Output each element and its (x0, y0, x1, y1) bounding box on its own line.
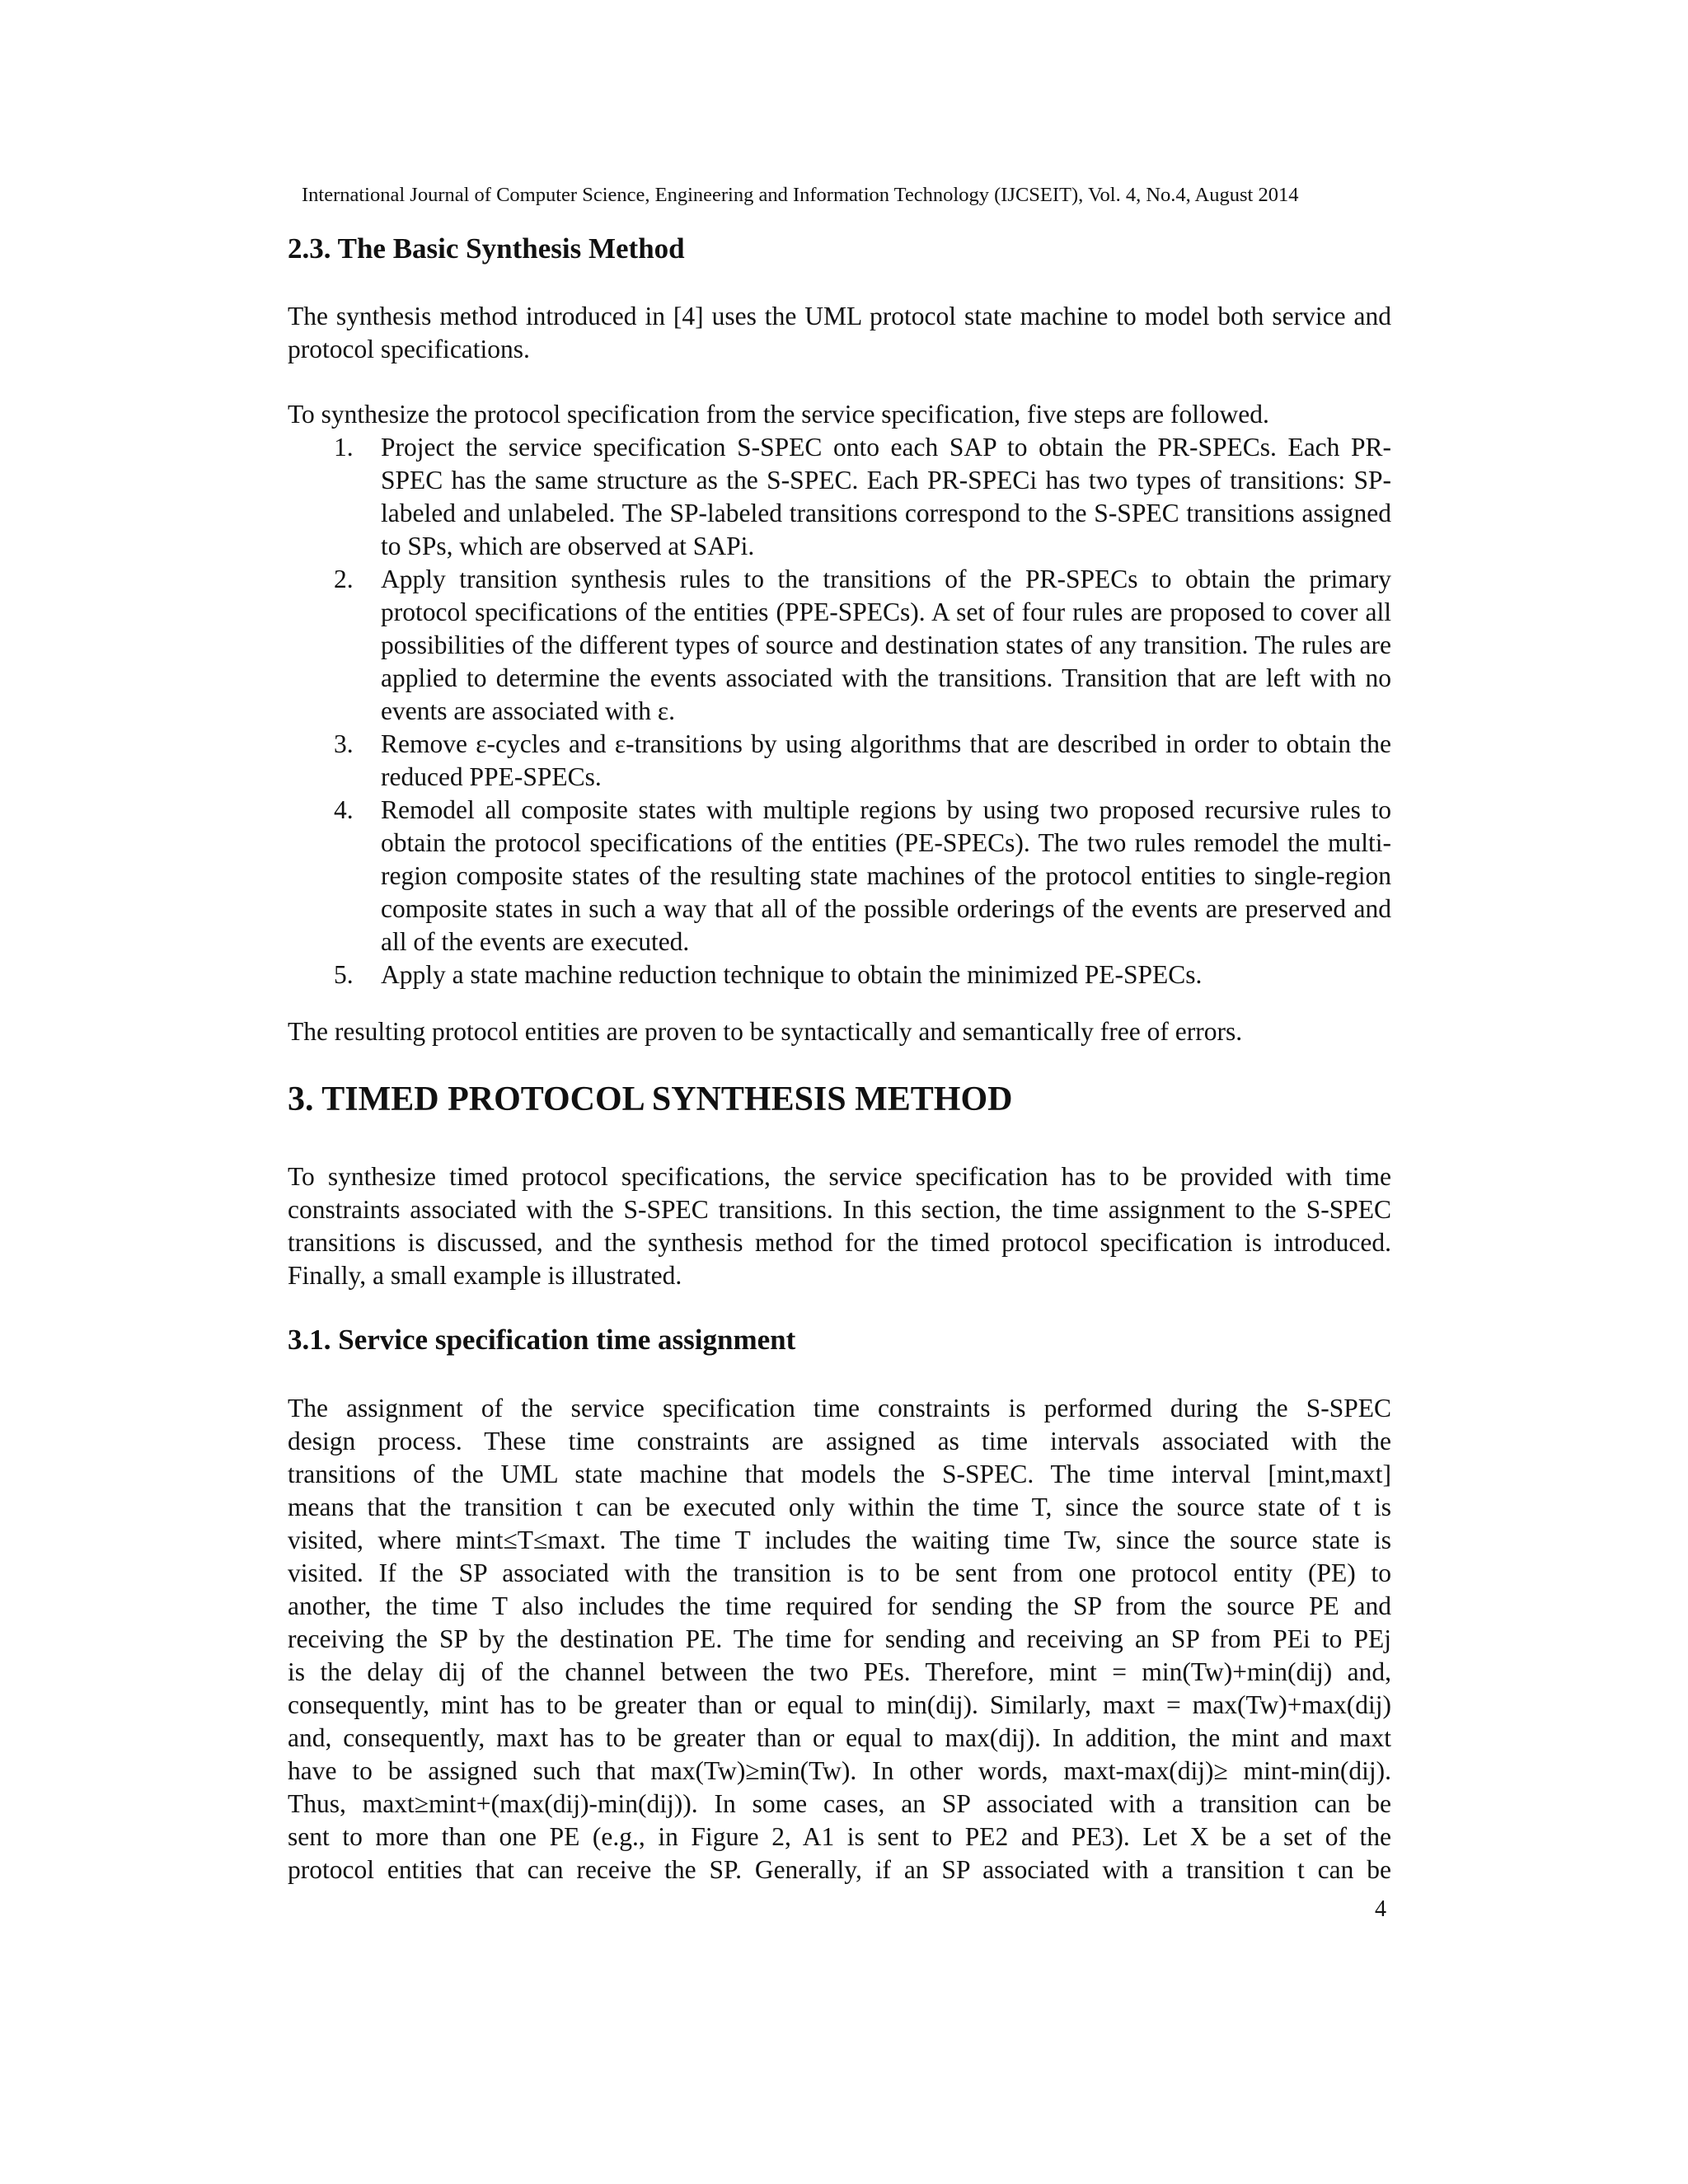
text-line: have to be assigned such that max(Tw)≥min(Tw). In other words, maxt-max(dij)≥ mint-min(dij). (288, 1756, 1391, 1785)
list-item: 1. Project the service specification S-SPEC onto each SAP to obtain the PR-SPECs. Each PR-SPEC has the same structure as the S-SPEC. Each PR-SPECi has two types of transitions: SP-labeled and unlabeled. The SP-labeled transitions correspond to the S-SPEC transitions assigned to SPs, which are observed at SAPi. (334, 433, 1391, 560)
text-line: The assignment of the service specification time constraints is performed during the S-SPEC (288, 1394, 1391, 1422)
section-3-1-heading: 3.1. Service specification time assignment (288, 1324, 796, 1356)
section-3-heading: 3. TIMED PROTOCOL SYNTHESIS METHOD (288, 1080, 1013, 1118)
list-item: 3. Remove ε-cycles and ε-transitions by using algorithms that are described in order to obtain the reduced PPE-SPECs. (334, 729, 1391, 791)
text-line: sent to more than one PE (e.g., in Figure 2, A1 is sent to PE2 and PE3). Let X be a set of the (288, 1822, 1391, 1851)
text-line: visited. If the SP associated with the transition is to be sent from one protocol entity (PE) to (288, 1558, 1391, 1587)
text-line: consequently, mint has to be greater than or equal to min(dij). Similarly, maxt = max(Tw)+max(dij) (288, 1690, 1391, 1719)
list-item: 2. Apply transition synthesis rules to the transitions of the PR-SPECs to obtain the primary protocol specifications of the entities (PPE-SPECs). A set of four rules are proposed to cover all possibilities of the different types of source and destination states of any transition. The rules are applied to determine the events associated with the transitions. Transition that are left with no events are associated with ε. (334, 565, 1391, 725)
text-line: another, the time T also includes the time required for sending the SP from the source PE and (288, 1591, 1391, 1620)
page-number: 4 (1375, 1896, 1386, 1922)
synthesis-steps-list (288, 431, 1391, 991)
text-line: is the delay dij of the channel between the two PEs. Therefore, mint = min(Tw)+min(dij) and, (288, 1657, 1391, 1686)
section-2-3-conclusion: The resulting protocol entities are proven to be syntactically and semantically free of errors. (288, 1017, 1243, 1046)
text-line: means that the transition t can be executed only within the time T, since the source state of t is (288, 1493, 1391, 1521)
section-2-3-heading: 2.3. The Basic Synthesis Method (288, 232, 685, 265)
text-line: Thus, maxt≥mint+(max(dij)-min(dij)). In some cases, an SP associated with a transition can be (288, 1789, 1391, 1818)
section-2-3-lead-in: To synthesize the protocol specification from the service specification, five steps are followed. (288, 400, 1269, 429)
list-item: 4. Remodel all composite states with multiple regions by using two proposed recursive rules to obtain the protocol specifications of the entities (PE-SPECs). The two rules remodel the multi-region composite states of the resulting state machines of the protocol entities to single-region composite states in such a way that all of the possible orderings of the events are preserved and all of the events are executed. (334, 795, 1391, 956)
section-3-intro: To synthesize timed protocol specifications, the service specification has to be provided with time constraints associated with the S-SPEC transitions. In this section, the time assignment to the S-SPEC transitions is discussed, and the synthesis method for the timed protocol specification is introduced. Finally, a small example is illustrated. (288, 1162, 1391, 1290)
list-item: 5. Apply a state machine reduction technique to obtain the minimized PE-SPECs. (334, 960, 1203, 989)
text-line: protocol entities that can receive the SP. Generally, if an SP associated with a transition t can be (288, 1855, 1391, 1884)
text-line: and, consequently, maxt has to be greater than or equal to max(dij). In addition, the mint and maxt (288, 1723, 1391, 1752)
running-header: International Journal of Computer Science, Engineering and Information Technology (IJCSEIT), Vol. 4, No.4, August 2014 (302, 184, 1299, 206)
text-line: transitions of the UML state machine that models the S-SPEC. The time interval [mint,maxt] (288, 1460, 1391, 1488)
text-line: receiving the SP by the destination PE. The time for sending and receiving an SP from PEi to PEj (288, 1624, 1391, 1653)
section-2-3-intro: The synthesis method introduced in [4] uses the UML protocol state machine to model both service and protocol specifications. (288, 302, 1391, 363)
text-line: visited, where mint≤T≤maxt. The time T includes the waiting time Tw, since the source state is (288, 1526, 1391, 1554)
section-3-1-body (288, 1392, 1391, 1886)
text-line: design process. These time constraints are assigned as time intervals associated with the (288, 1427, 1391, 1455)
